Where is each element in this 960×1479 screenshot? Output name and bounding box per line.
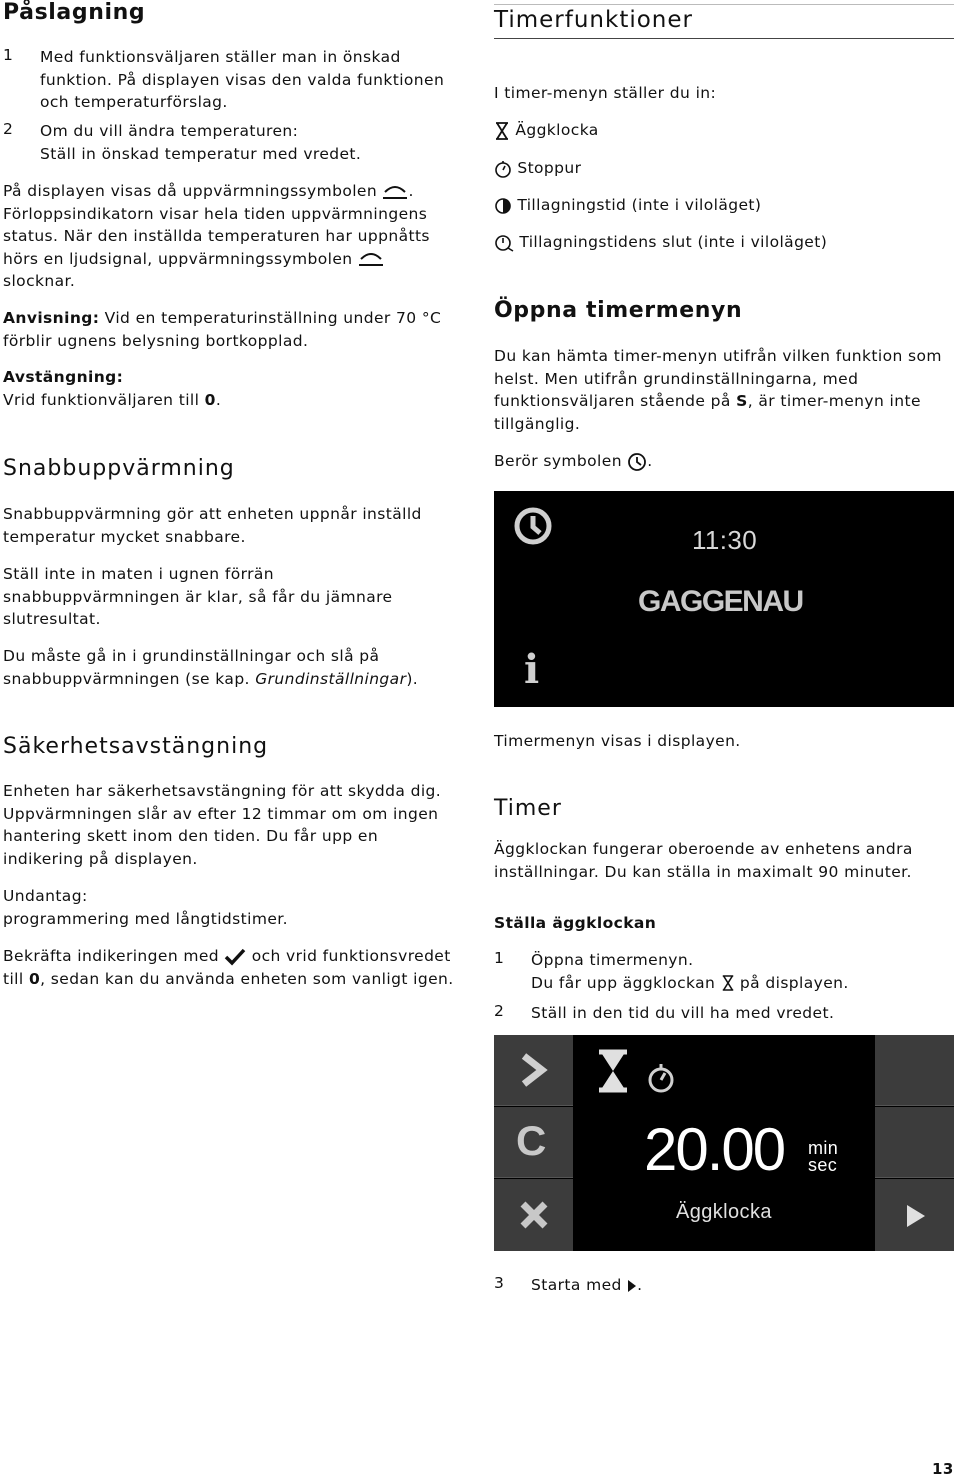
clear-c-label: C — [516, 1117, 547, 1164]
text: helst. Men utifrån grundinställningarna, med — [494, 369, 859, 388]
play-icon — [627, 1279, 637, 1293]
text: snabbuppvärmningen (se kap. — [3, 669, 256, 688]
heading-timerfunktioner: Timerfunktioner — [494, 7, 693, 33]
note-label: Anvisning: — [3, 309, 100, 327]
text: Äggklockan fungerar oberoende av enhetens andra — [494, 840, 913, 858]
top-rule — [494, 4, 954, 5]
text: till — [3, 969, 29, 988]
text: Du får upp äggklockan — [531, 973, 721, 992]
top-right-panel — [875, 1035, 954, 1106]
list-item — [494, 157, 581, 180]
paragraph — [3, 945, 473, 990]
paragraph — [3, 503, 473, 548]
text: Uppvärmningen slår av efter 12 timmar om om ingen — [3, 804, 439, 823]
preheat-icon — [358, 251, 384, 267]
preheat-icon — [382, 184, 408, 200]
step-text-line: funktion. På displayen visas den valda funktionen — [40, 70, 445, 89]
timer-unit-min: min — [808, 1138, 839, 1158]
text: indikering på displayen. — [3, 849, 198, 868]
text: temperatur mycket snabbare. — [3, 527, 246, 546]
step-number: 1 — [494, 949, 505, 967]
text: På displayen visas då uppvärmningssymbolen — [3, 182, 378, 200]
text: tillgänglig. — [494, 414, 581, 433]
brand-logo: GAGGENAU — [638, 585, 803, 618]
text: hantering skett inom den tiden. Du får upp en — [3, 827, 379, 845]
cooking-end-icon — [494, 234, 514, 252]
text: , sedan kan du använda enheten som vanligt igen. — [40, 969, 454, 988]
text: hörs en ljudsignal, uppvärmningssymbolen — [3, 249, 353, 268]
clock-icon — [627, 452, 647, 472]
step-text-line: Med funktionsväljaren ställer man in önskad — [40, 48, 401, 66]
step-text-line: Ställ in önskad temperatur med vredet. — [40, 144, 362, 163]
text: Öppna timermenyn. — [531, 951, 694, 969]
step-text-line: och temperaturförslag. — [40, 93, 228, 111]
paragraph — [494, 345, 954, 435]
note-label: Avstängning: — [3, 368, 124, 386]
text: slocknar. — [3, 272, 76, 290]
display-time: 11:30 — [692, 525, 758, 555]
step-number: 1 — [3, 46, 14, 64]
start-button[interactable] — [875, 1179, 954, 1251]
text: Bekräfta indikeringen med — [3, 947, 225, 965]
timer-mode-label: Äggklocka — [676, 1201, 772, 1223]
list-item — [494, 194, 761, 217]
timer-tabs — [574, 1035, 874, 1106]
text: Vrid funktionväljaren till — [3, 390, 205, 409]
list-item — [494, 231, 827, 254]
paragraph — [3, 180, 473, 293]
text: Berör symbolen — [494, 452, 628, 470]
note — [3, 307, 473, 352]
chapter-reference: Grundinställningar — [255, 669, 407, 688]
text: funktionsväljaren stående på — [494, 392, 737, 410]
timer-option-label: Tillagningstidens slut (inte i viloläget) — [519, 233, 828, 251]
heading-timer: Timer — [494, 796, 562, 821]
hourglass-icon — [494, 122, 510, 140]
cancel-button[interactable] — [494, 1179, 573, 1251]
text: ). — [406, 669, 419, 688]
close-icon — [520, 1201, 548, 1229]
text: Vid en temperaturinställning under 70 °C — [99, 309, 442, 327]
heading-oppna-timermenyn: Öppna timermenyn — [494, 298, 743, 323]
text: S — [736, 392, 748, 410]
page-number: 13 — [932, 1460, 954, 1478]
step-number: 2 — [3, 120, 14, 138]
chevron-right-icon — [518, 1053, 548, 1087]
paragraph — [3, 645, 473, 690]
text: status. När den inställda temperaturen har uppnåtts — [3, 227, 430, 245]
hourglass-icon[interactable] — [596, 1049, 630, 1093]
text: 0 — [28, 969, 41, 988]
paragraph — [3, 780, 473, 870]
list-item — [494, 119, 599, 142]
text: Du kan hämta timer-menyn utifrån vilken funktion som — [494, 347, 942, 365]
text: I timer-menyn ställer du in: — [494, 84, 717, 102]
text: Ställ in den tid du vill ha med vredet. — [531, 1004, 835, 1022]
text: Undantag: — [3, 887, 88, 905]
text: Förloppsindikatorn visar hela tiden uppvärmningens — [3, 204, 428, 223]
text: . — [647, 452, 653, 470]
paragraph — [494, 450, 653, 473]
play-icon — [905, 1203, 927, 1229]
text: inställningar. Du kan ställa in maximalt 90 minuter. — [494, 862, 912, 881]
oven-display-home — [494, 491, 954, 707]
heading-rule — [494, 38, 954, 39]
cooking-time-icon — [494, 197, 512, 215]
text: snabbuppvärmningen är klar, så får du jämnare — [3, 587, 393, 606]
oven-display-timer — [494, 1035, 954, 1251]
text: . — [637, 1276, 643, 1294]
text: slutresultat. — [3, 610, 101, 628]
text: , är timer-menyn inte — [747, 392, 921, 410]
checkmark-icon — [224, 948, 246, 966]
text: Enheten har säkerhetsavstängning för att skydda dig. — [3, 782, 442, 800]
text: Du måste gå in i grundinställningar och slå på — [3, 647, 380, 665]
paragraph — [3, 563, 473, 631]
shutdown-note — [3, 366, 473, 411]
text: . — [215, 390, 222, 409]
heading-snabbuppvarmning: Snabbuppvärmning — [3, 456, 235, 481]
paragraph — [494, 838, 954, 883]
clear-button[interactable] — [494, 1107, 573, 1178]
text: 0 — [204, 390, 216, 409]
text: Snabbuppvärmning gör att enheten uppnår inställd — [3, 505, 422, 523]
timer-option-label: Äggklocka — [515, 121, 599, 139]
timer-value: 20.00 — [644, 1116, 785, 1183]
text: Ställ inte in maten i ugnen förrän — [3, 565, 274, 583]
caption: Timermenyn visas i displayen. — [494, 732, 741, 750]
step-text-line: Om du vill ändra temperaturen: — [40, 122, 299, 140]
heading-paslagning: Påslagning — [3, 0, 146, 25]
text: förblir ugnens belysning bortkopplad. — [3, 331, 309, 350]
timer-option-label: Stoppur — [517, 159, 582, 177]
timer-clock-icon[interactable] — [512, 505, 554, 547]
text: programmering med långtidstimer. — [3, 909, 288, 928]
text: Starta med — [531, 1276, 628, 1294]
hourglass-icon — [721, 975, 735, 991]
subheading: Ställa äggklockan — [494, 914, 657, 932]
step-number: 2 — [494, 1002, 505, 1020]
stopwatch-icon — [494, 160, 512, 178]
timer-option-label: Tillagningstid (inte i viloläget) — [517, 196, 762, 214]
paragraph — [3, 885, 473, 930]
stopwatch-icon[interactable] — [646, 1061, 676, 1095]
text: på displayen. — [734, 973, 849, 992]
text: . — [408, 182, 414, 200]
forward-button[interactable] — [494, 1035, 573, 1106]
timer-unit-sec: sec — [808, 1155, 838, 1175]
info-button[interactable]: i — [524, 646, 540, 693]
text: och vrid funktionsvredet — [246, 947, 451, 965]
step-number: 3 — [494, 1274, 505, 1292]
mid-right-panel — [875, 1107, 954, 1178]
heading-sakerhetsavstangning: Säkerhetsavstängning — [3, 734, 269, 759]
